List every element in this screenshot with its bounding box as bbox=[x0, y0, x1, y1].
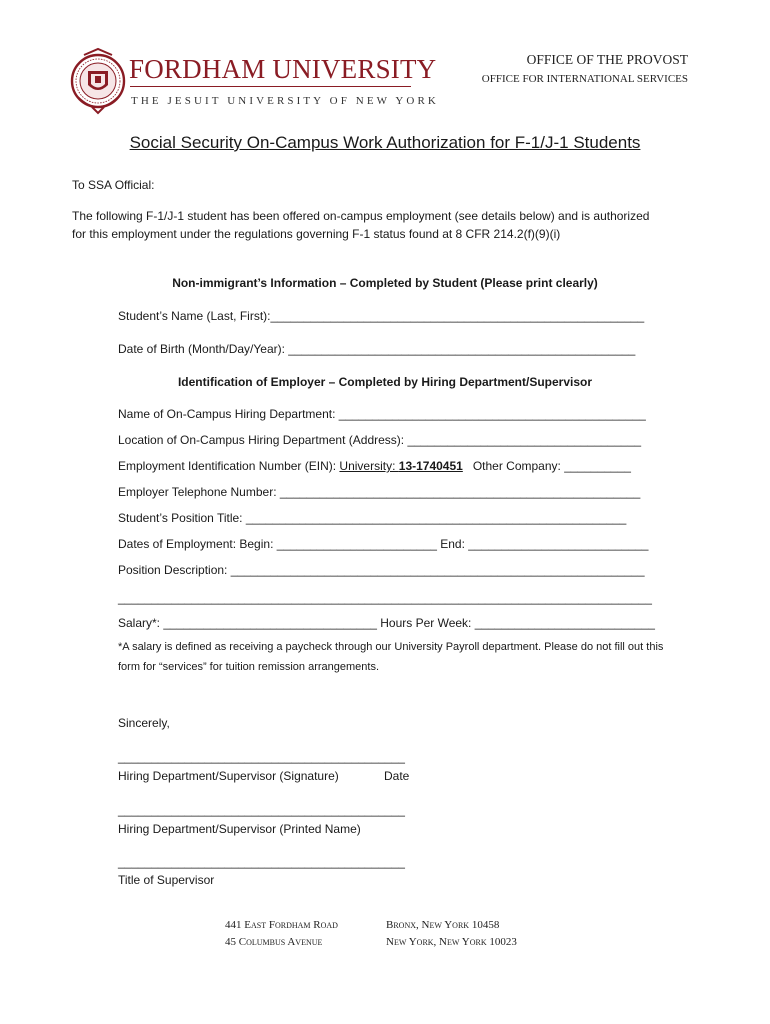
footer-address-1-left: 441 East Fordham Road bbox=[225, 919, 338, 931]
footer-address-1-right: Bronx, New York 10458 bbox=[386, 919, 500, 931]
footer-address-2-left: 45 Columbus Avenue bbox=[225, 936, 323, 948]
footer-address-2-right: New York, New York 10023 bbox=[386, 936, 517, 948]
position-description-field[interactable]: Position Description: ______________________________________________________________ bbox=[118, 563, 645, 577]
hiring-department-location-field[interactable]: Location of On-Campus Hiring Department (Address): ___________________________________ bbox=[118, 433, 642, 447]
ein-line bbox=[118, 459, 631, 473]
date-of-birth-field[interactable]: Date of Birth (Month/Day/Year): ____________________________________________________ bbox=[118, 342, 636, 356]
section-heading-employer: Identification of Employer – Completed by Hiring Department/Supervisor bbox=[177, 375, 593, 389]
document-title: Social Security On-Campus Work Authorization for F-1/J-1 Students bbox=[129, 133, 641, 152]
closing: Sincerely, bbox=[118, 716, 170, 730]
supervisor-title-label: Title of Supervisor bbox=[118, 873, 215, 887]
employer-telephone-field[interactable]: Employer Telephone Number: ______________________________________________________ bbox=[118, 485, 641, 499]
ein-label: Employment Identification Number (EIN): bbox=[118, 459, 340, 473]
dates-of-employment-field[interactable]: Dates of Employment: Begin: ________________________ End: ___________________________ bbox=[118, 537, 649, 551]
ein-other-company-field[interactable]: Other Company: __________ bbox=[462, 459, 631, 473]
office-line-1: OFFICE OF THE PROVOST bbox=[526, 52, 688, 67]
position-description-line-2[interactable]: ________________________________________________________________________________ bbox=[118, 591, 652, 605]
signature-label: Hiring Department/Supervisor (Signature) bbox=[118, 769, 339, 783]
salary-hours-field[interactable]: Salary*: ________________________________ Hours Per Week: ___________________________ bbox=[118, 616, 655, 630]
hiring-department-name-field[interactable]: Name of On-Campus Hiring Department: ______________________________________________ bbox=[118, 407, 646, 421]
intro-line-1: The following F-1/J-1 student has been offered on-campus employment (see details below) and is authorized bbox=[72, 209, 650, 223]
supervisor-title-line[interactable]: ___________________________________________ bbox=[118, 855, 405, 869]
header-rule bbox=[130, 86, 411, 87]
position-title-field[interactable]: Student’s Position Title: _________________________________________________________ bbox=[118, 511, 627, 525]
ein-university-label: University: bbox=[339, 459, 399, 473]
university-tagline: THE JESUIT UNIVERSITY OF NEW YORK bbox=[131, 95, 439, 107]
salary-note-line-2: form for “services” for tuition remission arrangements. bbox=[118, 661, 380, 673]
signature-line[interactable]: ___________________________________________ bbox=[118, 750, 405, 764]
ein-number: 13-1740451 bbox=[398, 459, 463, 473]
section-heading-student: Non-immigrant’s Information – Completed by Student (Please print clearly) bbox=[172, 276, 598, 290]
university-name: FORDHAM UNIVERSITY bbox=[129, 54, 437, 84]
student-name-field[interactable]: Student’s Name (Last, First):________________________________________________________ bbox=[118, 309, 645, 323]
salutation: To SSA Official: bbox=[72, 178, 155, 192]
office-line-2: OFFICE FOR INTERNATIONAL SERVICES bbox=[481, 73, 688, 85]
salary-note-line-1: *A salary is defined as receiving a paycheck through our University Payroll department. Please do not fill out this bbox=[118, 641, 664, 653]
printed-name-line[interactable]: ___________________________________________ bbox=[118, 803, 405, 817]
date-label: Date bbox=[384, 769, 410, 783]
university-seal-icon bbox=[70, 47, 126, 117]
printed-name-label: Hiring Department/Supervisor (Printed Name) bbox=[118, 822, 361, 836]
intro-line-2: for this employment under the regulations governing F-1 status found at 8 CFR 214.2(f)(9)(i) bbox=[72, 227, 561, 241]
